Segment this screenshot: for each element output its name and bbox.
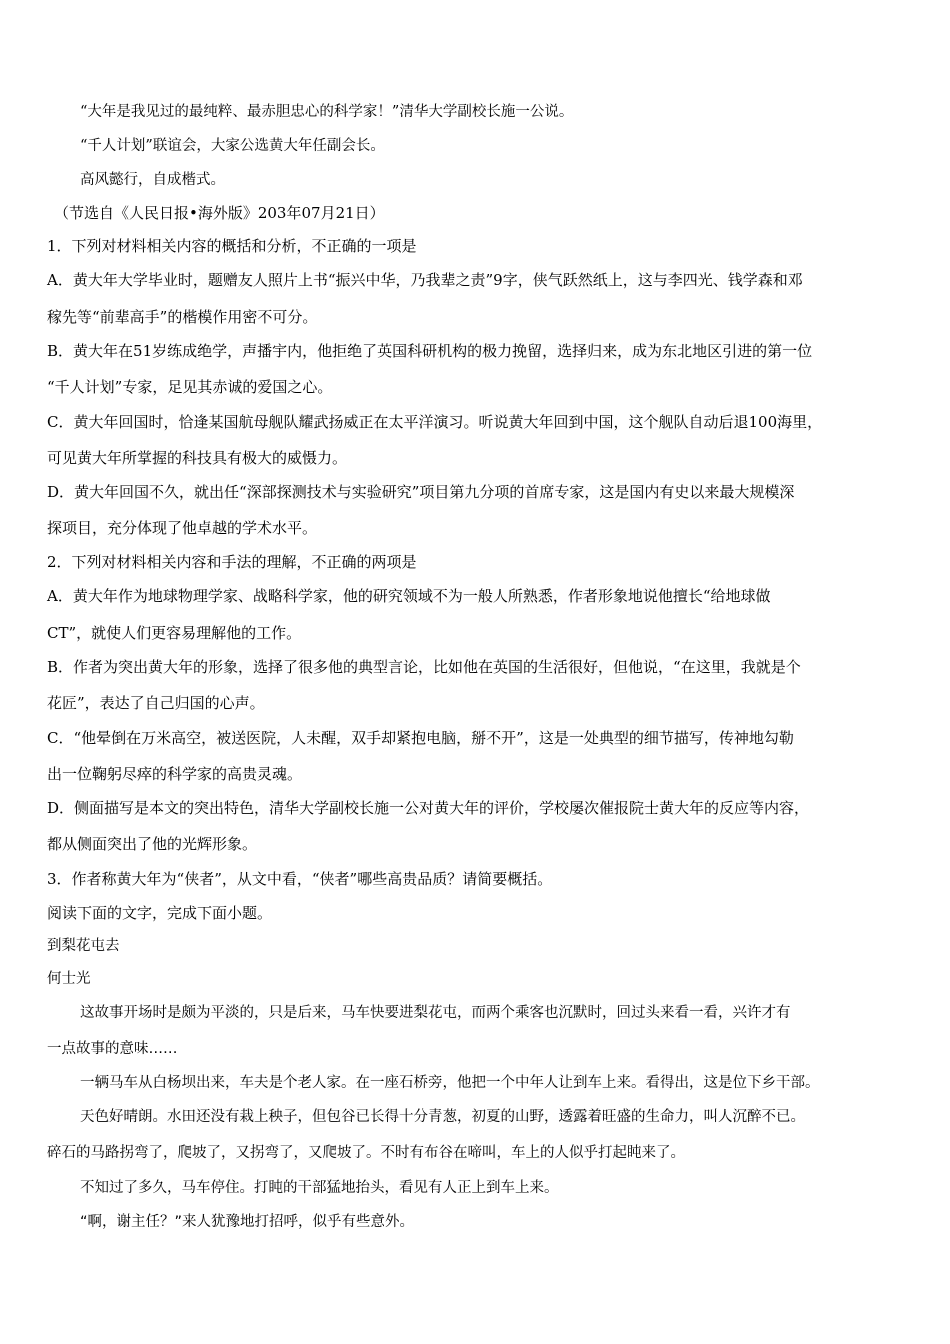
story-author: 何士光 — [47, 971, 91, 987]
question-1: 1．下列对材料相关内容的概括和分析，不正确的一项是 — [47, 237, 417, 255]
option-text: 可见黄大年所掌握的科技具有极大的威慑力。 — [47, 449, 348, 467]
text-line: “千人计划”联谊会，大家公选黄大年任副会长。 — [80, 138, 385, 154]
story-paragraph: “啊，谢主任？”来人犹豫地打招呼，似乎有些意外。 — [80, 1214, 415, 1230]
story-paragraph: 这故事开场时是颇为平淡的，只是后来，马车快要进梨花屯，而两个乘客也沉默时，回过头来看一看，兴许才有 — [80, 1005, 791, 1021]
source-citation: （节选自《人民日报•海外版》203年07月21日） — [54, 204, 385, 222]
option-text: 出一位鞠躬尽瘁的科学家的高贵灵魂。 — [47, 765, 303, 783]
option-text: 探项目，充分体现了他卓越的学术水平。 — [47, 519, 318, 537]
option-text: A．黄大年作为地球物理学家、战略科学家，他的研究领域不为一般人所熟悉，作者形象地说他擅长“给地球做 — [47, 587, 771, 605]
option-text: C．黄大年回国时，恰逢某国航母舰队耀武扬威正在太平洋演习。听说黄大年回到中国，这个舰队自动后退100海里， — [47, 413, 823, 431]
option-text: A．黄大年大学毕业时，题赠友人照片上书“振兴中华，乃我辈之责”9字，侠气跃然纸上，这与李四光、钱学森和邓 — [47, 271, 803, 289]
option-text: 都从侧面突出了他的光辉形象。 — [47, 835, 258, 853]
option-text: CT”，就使人们更容易理解他的工作。 — [47, 624, 302, 642]
option-text: D．侧面描写是本文的突出特色，清华大学副校长施一公对黄大年的评价，学校屡次催报院士黄大年的反应等内容， — [47, 799, 810, 817]
question-2: 2．下列对材料相关内容和手法的理解，不正确的两项是 — [47, 553, 417, 571]
option-text: 稼先等“前辈高手”的楷模作用密不可分。 — [47, 308, 318, 326]
option-text: “千人计划”专家，足见其赤诚的爱国之心。 — [47, 378, 333, 396]
option-text: B．作者为突出黄大年的形象，选择了很多他的典型言论，比如他在英国的生活很好，但他说，“在这里，我就是个 — [47, 658, 801, 676]
question-3: 3．作者称黄大年为“侠者”，从文中看，“侠者”哪些高贵品质？请简要概括。 — [47, 870, 553, 888]
option-text: C．“他晕倒在万米高空，被送医院，人未醒，双手却紧抱电脑，掰不开”，这是一处典型的细节描写，传神地勾勒 — [47, 729, 794, 747]
text-line: 高风懿行，自成楷式。 — [80, 172, 225, 188]
story-paragraph: 一点故事的意味…… — [47, 1041, 178, 1057]
story-title: 到梨花屯去 — [47, 938, 120, 954]
option-text: B．黄大年在51岁练成绝学，声播宇内，他拒绝了英国科研机构的极力挽留，选择归来，成为东北地区引进的第一位 — [47, 342, 813, 360]
reading-instruction: 阅读下面的文字，完成下面小题。 — [47, 904, 273, 922]
text-line: “大年是我见过的最纯粹、最赤胆忠心的科学家！”清华大学副校长施一公说。 — [80, 104, 574, 120]
story-paragraph: 天色好晴朗。水田还没有栽上秧子，但包谷已长得十分青葱，初夏的山野，透露着旺盛的生命力，叫人沉醉不已。 — [80, 1109, 805, 1125]
story-paragraph: 一辆马车从白杨坝出来，车夫是个老人家。在一座石桥旁，他把一个中年人让到车上来。看得出，这是位下乡干部。 — [80, 1075, 820, 1091]
story-paragraph: 碎石的马路拐弯了，爬坡了，又拐弯了，又爬坡了。不时有布谷在啼叫，车上的人似乎打起盹来了。 — [47, 1145, 685, 1161]
option-text: 花匠”，表达了自己归国的心声。 — [47, 694, 265, 712]
option-text: D．黄大年回国不久，就出任“深部探测技术与实验研究”项目第九分项的首席专家，这是国内有史以来最大规模深 — [47, 483, 795, 501]
story-paragraph: 不知过了多久，马车停住。打盹的干部猛地抬头，看见有人正上到车上来。 — [80, 1180, 559, 1196]
